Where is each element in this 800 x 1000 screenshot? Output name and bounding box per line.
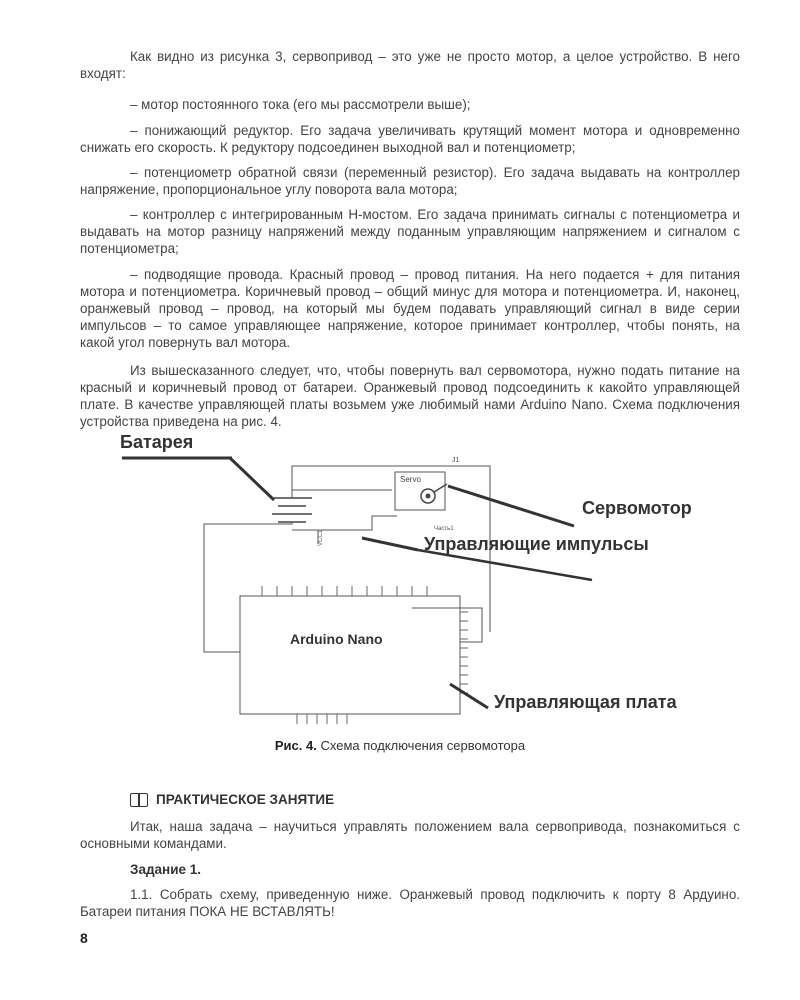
board-label: Arduino Nano — [290, 631, 383, 647]
caption-text: Схема подключения сервомотора — [320, 738, 526, 753]
servo-small-label: Servo — [400, 475, 421, 484]
servomotor-leader — [448, 486, 574, 526]
battery-label: Батарея — [120, 432, 194, 452]
paragraph-5: – контроллер с интегрированным H-мостом. Его задача принимать сигналы с потенциометра и выдавать на мотор разницу напряжений между поданным управляющим напряжением и сигналом с потенциометра; — [80, 207, 740, 256]
j1-label: J1 — [452, 457, 460, 464]
caption-number: Рис. 4. — [274, 738, 317, 753]
servo-connection-diagram — [112, 432, 712, 732]
wire-signal — [412, 608, 482, 642]
paragraph-7: Из вышесказанного следует, что, чтобы повернуть вал сервомотора, нужно подать питание на красный и коричневый провод от батареи. Оранжевый провод подсоединить к какойто управляющей плате. В качестве управляющей платы возьмем уже любимый нами Arduino Nano. Схема подключения устройства приведена на рис. 4. — [80, 363, 740, 429]
arduino-board — [240, 596, 460, 714]
page-number: 8 — [80, 930, 88, 946]
section-title: ПРАКТИЧЕСКОЕ ЗАНЯТИЕ — [156, 792, 335, 807]
control-board-label: Управляющая плата — [494, 692, 677, 712]
servomotor-label: Сервомотор — [582, 498, 692, 518]
paragraph-6: – подводящие провода. Красный провод – провод питания. На него подается + для питания мотора и потенциометра. Коричневый провод – общий минус для мотора и потенциометра. И, наконец, оранжевый провод – провод, на который мы будем подавать управляющий сигнал в виде серии импульсов – то самое управляющее напряжение, которое принимает контроллер, чтобы понять, на какой угол повернуть вал мотора. — [80, 267, 740, 350]
vcc-label: VCC1 — [318, 529, 324, 546]
control-pulses-label: Управляющие импульсы — [424, 534, 649, 554]
battery-symbol — [272, 498, 312, 522]
part1-label: Часть1 — [434, 526, 454, 532]
control-pulses-leader — [362, 538, 418, 550]
paragraph-2: – мотор постоянного тока (его мы рассмотрели выше); — [130, 97, 471, 112]
control-board-leader — [450, 684, 488, 708]
task-title: Задание 1. — [130, 862, 202, 877]
book-icon — [130, 793, 148, 807]
paragraph-3: – понижающий редуктор. Его задача увеличивать крутящий момент мотора и одновременно снижать его скорость. К редуктору подсоединен выходной вал и потенциометр; — [80, 123, 740, 155]
board-pins — [262, 586, 468, 724]
intro-paragraph: Итак, наша задача – научиться управлять положением вала сервопривода, познакомиться с основными командами. — [80, 819, 740, 851]
wire-battery-bottom — [204, 522, 292, 652]
paragraph-4: – потенциометр обратной связи (переменный резистор). Его задача выдавать на контроллер напряжение, пропорциональное углу поворота вала мотора; — [80, 165, 740, 197]
task-paragraph: 1.1. Собрать схему, приведенную ниже. Оранжевый провод подключить к порту 8 Ардуино. Батареи питания ПОКА НЕ ВСТАВЛЯТЬ! — [80, 887, 740, 919]
section-heading — [130, 792, 334, 807]
paragraph-1: Как видно из рисунка 3, сервопривод – это уже не просто мотор, а целое устройство. В него входят: — [80, 49, 740, 81]
figure-caption — [0, 738, 800, 753]
